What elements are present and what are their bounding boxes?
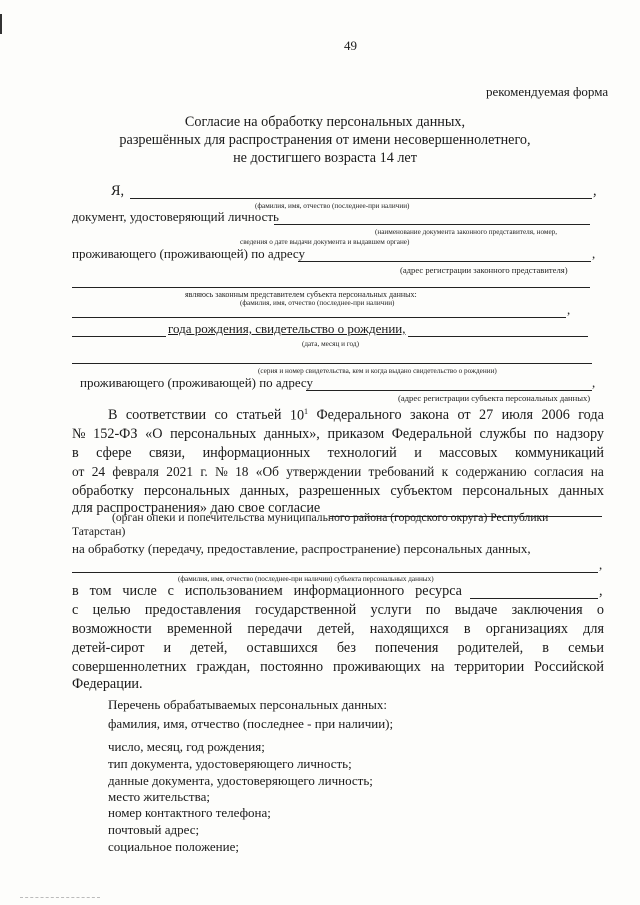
form-note: рекомендуемая форма (486, 84, 609, 99)
scan-noise-mark (20, 897, 100, 898)
organ-caption: (орган опеки и попечительства муниципального района (городского округа) Республики (112, 511, 549, 524)
residing-line-2[interactable] (72, 287, 590, 288)
organ-caption-2: Татарстан) (72, 525, 126, 538)
series-caption: (серия и номер свидетельства, кем и когда выдано свидетельство о рождении) (258, 367, 497, 375)
document-caption-2: сведения о дате выдачи документа и выдавшем органе) (240, 238, 410, 246)
list-item: номер контактного телефона; (108, 805, 271, 820)
series-line[interactable] (72, 363, 592, 364)
scan-edge-mark (0, 14, 2, 34)
residing-label: проживающего (проживающей) по адресу (72, 246, 306, 261)
p2-line-1: в том числе с использованием информационного ресурса (72, 583, 462, 599)
p2-line-2: с целью предоставления государственной услуги по выдаче заключения о (72, 602, 604, 618)
list-item: место жительства; (108, 789, 210, 804)
p2-line-3: возможности временной передачи детей, находящихся в организациях для (72, 621, 604, 637)
document-line[interactable] (274, 224, 590, 225)
document-title (80, 113, 570, 167)
body-line-1: В соответствии со статьей $10^1$ Федерального закона от 27 июля 2006 года (108, 407, 604, 424)
p2-line-4: детей-сирот и детей, оставшихся без попечения родителей, в семьи (72, 640, 604, 656)
fio-subject-line[interactable] (72, 317, 566, 318)
residing-subject-comma: , (592, 375, 596, 390)
residing-label-2: проживающего (проживающей) по адресу (80, 375, 314, 390)
page-number: 49 (344, 38, 357, 53)
birth-date-line[interactable] (72, 336, 166, 337)
body-line-6: для распространения» даю свое согласие (72, 500, 321, 516)
fio-subject-comma: , (567, 302, 571, 317)
body-line-3: в сфере связи, информационных технологий и массовых коммуникаций (72, 445, 604, 461)
addr-rep-caption: (адрес регистрации законного представителя) (400, 265, 568, 275)
document-caption-1: (наименование документа законного представителя, номер, (375, 228, 558, 236)
residing-subject-line[interactable] (306, 390, 592, 391)
being-rep-label: являюсь законным представителем субъекта персональных данных: (185, 290, 417, 299)
list-item: число, месяц, год рождения; (108, 739, 265, 754)
title-line-2: разрешённых для распространения от имени несовершеннолетнего, (119, 132, 531, 148)
addr-subject-caption: (адрес регистрации субъекта персональных данных) (398, 393, 591, 403)
fio-subject-line-2-comma: , (599, 557, 603, 572)
fio-caption: (фамилия, имя, отчество (последнее-при наличии) (255, 202, 410, 210)
fio-subject-caption-2: (фамилия, имя, отчество (последнее-при наличии) субъекта персональных данных) (178, 575, 434, 583)
document-label: документ, удостоверяющий личность (72, 209, 279, 224)
info-resource-line[interactable] (470, 598, 598, 599)
residing-line[interactable] (298, 261, 591, 262)
info-resource-comma: , (599, 583, 603, 599)
list-item: социальное положение; (108, 839, 239, 854)
fio-subject-caption: (фамилия, имя, отчество (последнее-при наличии) (240, 299, 395, 307)
body-line-5: обработку персональных данных, разрешенных субъектом персональных данных (72, 483, 604, 499)
list-item: тип документа, удостоверяющего личность; (108, 756, 352, 771)
title-line-3: не достигшего возраста 14 лет (233, 150, 417, 166)
title-line-1: Согласие на обработку персональных данных, (184, 114, 466, 130)
p2-line-6: Федерации. (72, 676, 143, 692)
fio-comma: , (593, 183, 597, 199)
birth-cert-label: года рождения, свидетельство о рождении, (168, 321, 406, 336)
list-item: фамилия, имя, отчество (последнее - при наличии); (108, 716, 394, 731)
list-heading: Перечень обрабатываемых персональных данных: (108, 697, 387, 712)
processing-text: на обработку (передачу, предоставление, распространение) персональных данных, (72, 541, 531, 556)
fio-subject-line-2[interactable] (72, 572, 598, 573)
birth-cert-line[interactable] (408, 336, 588, 337)
fio-line[interactable] (130, 198, 592, 199)
residing-comma: , (592, 246, 596, 261)
list-item: почтовый адрес; (108, 822, 200, 837)
date-caption: (дата, месяц и год) (302, 340, 359, 348)
body-line-2: № 152-ФЗ «О персональных данных», приказом Федеральной службы по надзору (72, 426, 604, 442)
body-line-4: от 24 февраля 2021 г. № 18 «Об утверждении требований к содержанию согласия на (72, 464, 604, 479)
list-item: данные документа, удостоверяющего личность; (108, 773, 373, 788)
ya-label: Я, (111, 183, 125, 199)
p2-line-5: совершеннолетних граждан, постоянно проживающих на территории Российской (72, 659, 604, 675)
